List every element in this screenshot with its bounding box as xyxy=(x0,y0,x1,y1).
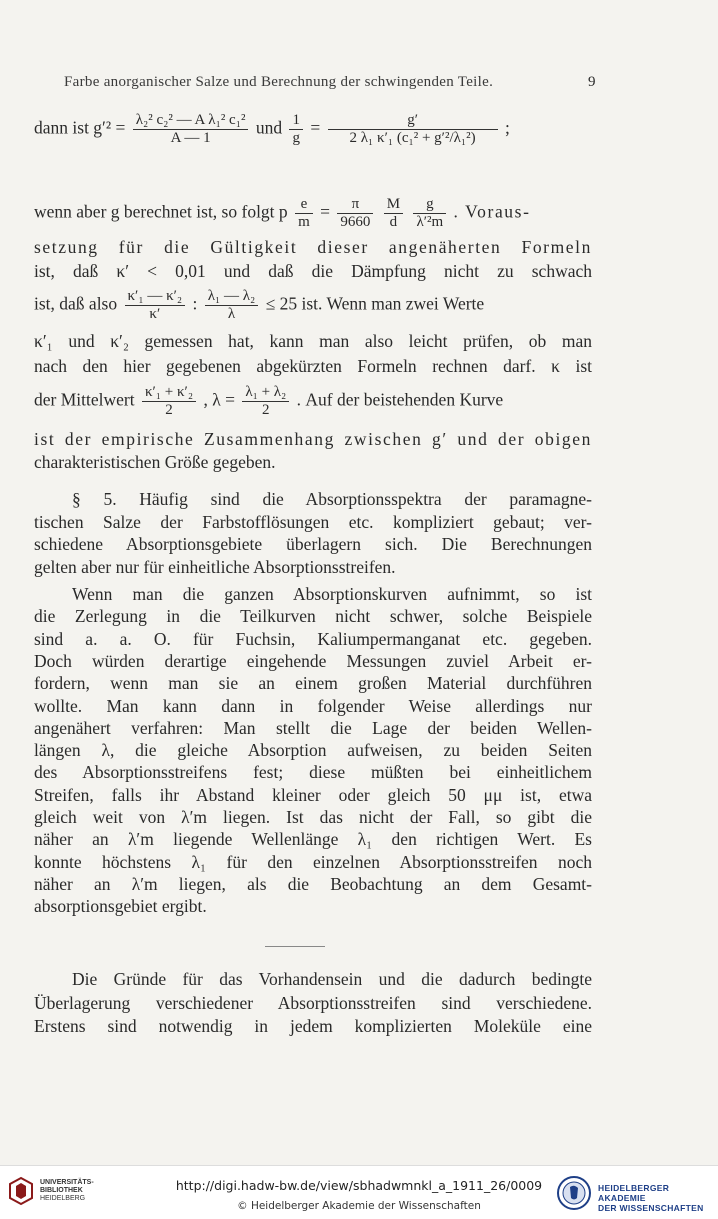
fraction: $\frac{\text{λ₁ + λ₂}}{2}$ xyxy=(242,384,289,419)
copyright-notice: © Heidelberger Akademie der Wissenschaften xyxy=(237,1200,481,1212)
fraction: $\frac{\text{λ₁ — λ₂}}{\lambda}$ xyxy=(205,288,259,323)
text-line: Streifen, falls ihr Abstand kleiner oder gleich 50 μμ ist, etwa xyxy=(34,784,592,805)
text-line: schiedene Absorptionsgebiete überlagern sich. Die Berechnungen xyxy=(34,534,592,555)
text-line: konnte höchstens λ₁ für den einzelnen Absorptionsstreifen noch xyxy=(34,851,592,872)
formula-text: = xyxy=(310,117,321,138)
text-line: längen λ, die gleiche Absorption aufweisen, zu beiden Seiten xyxy=(34,740,592,761)
fraction: $\frac{\text{κ′₁ — κ′₂}}{\kappa'}$ xyxy=(125,288,186,323)
text-line: Wenn man die ganzen Absorptionskurven aufnimmt, so ist xyxy=(72,584,592,604)
formula-text: . Voraus- xyxy=(453,201,531,222)
fraction: $\frac{\text{κ′₁ + κ′₂}}{2}$ xyxy=(142,384,196,419)
text-line: Erstens sind notwendig in jedem komplizierten Moleküle eine xyxy=(34,1016,592,1036)
text-line: näher an λ′m liegende Wellenlänge λ₁ den richtigen Wert. Es xyxy=(34,829,592,850)
source-url-link[interactable]: http://digi.hadw-bw.de/view/sbhadwmnkl_a_1911_26/0009 xyxy=(175,1178,543,1193)
text-line: ist, daß κ′ < 0,01 und daß die Dämpfung nicht zu schwach xyxy=(34,261,592,281)
text-line: gleich weit von λ′m liegen. Ist das nicht der Fall, so gibt die xyxy=(34,807,592,827)
text-line: näher an λ′m liegen, als die Beobachtung an dem Gesamt- xyxy=(34,873,592,894)
text-line: fordern, wenn man sie an einem großen Material durchführen xyxy=(34,673,592,694)
formula-text: dann ist g′² = xyxy=(34,117,126,138)
text-line: gelten aber nur für einheitliche Absorptionsstreifen. xyxy=(34,557,396,578)
formula-text: wenn aber g berechnet ist, so folgt p xyxy=(34,201,288,222)
text-line: Doch würden derartige eingehende Messungen zuviel Arbeit er- xyxy=(34,650,592,671)
fraction: $\frac{\pi}{9660}$ xyxy=(337,196,373,231)
academy-name: HEIDELBERGER AKADEMIE DER WISSENSCHAFTEN xyxy=(598,1183,704,1213)
section-divider xyxy=(265,946,325,947)
text-line: nach den hier gegebenen abgekürzten Formeln rechnen darf. κ ist xyxy=(34,356,592,376)
text-line: Die Gründe für das Vorhandensein und die dadurch bedingte xyxy=(72,969,592,989)
formula-line-4: der Mittelwert $\frac{\text{κ′₁ + κ′₂}}{2}$ , λ = $\frac{\text{λ₁ + λ₂}}{2}$ . Auf der beistehenden Kurve xyxy=(34,384,504,418)
footer-bar xyxy=(0,1165,718,1219)
text-line: κ′₁ und κ′₂ gemessen hat, kann man also leicht prüfen, ob man xyxy=(34,331,592,351)
formula-line-2 xyxy=(34,196,592,231)
text-line: ist der empirische Zusammenhang zwischen g′ und der obigen xyxy=(34,429,592,449)
university-library-name: UNIVERSITÄTS- BIBLIOTHEK HEIDELBERG xyxy=(40,1179,94,1202)
text-line: § 5. Häufig sind die Absorptionsspektra der paramagne- xyxy=(72,489,592,509)
fraction: $\frac{M}{d}$ xyxy=(384,196,403,231)
page-number: 9 xyxy=(588,74,596,90)
text-line: sind a. a. O. für Fuchsin, Kaliumpermanganat etc. gegeben. xyxy=(34,628,592,649)
formula-text: = xyxy=(320,201,330,222)
fraction: $\frac{e}{m}$ xyxy=(295,196,313,231)
fraction: $\frac{\text{λ₂² c₂² — A λ₁² c₁²}}{A — 1}$ xyxy=(133,112,249,147)
fraction: $\frac{g}{\text{λ′²m}}$ xyxy=(413,196,446,231)
running-title: Farbe anorganischer Salze und Berechnung der schwingenden Teile. xyxy=(64,74,494,90)
text-line: absorptionsgebiet ergibt. xyxy=(34,896,207,917)
text-line: Überlagerung verschiedener Absorptionsstreifen sind verschiedene. xyxy=(34,992,592,1013)
text-line: des Absorptionsstreifens fest; diese müßten bei einheitlichem xyxy=(34,762,592,783)
fraction: $\frac{g'}{\text{2 λ₁ κ′₁ (c₁² + g′²/λ₁²)}}$ xyxy=(328,112,498,147)
fraction: $\frac{1}{g}$ xyxy=(289,112,303,147)
text-line: charakteristischen Größe gegeben. xyxy=(34,452,276,472)
text-line: angenähert verfahren: Man stellt die Lage der beiden Wellen- xyxy=(34,717,592,738)
formula-text: und xyxy=(255,117,283,138)
academy-seal-icon xyxy=(556,1174,592,1212)
formula-line-1 xyxy=(34,112,592,147)
text-line: tischen Salze der Farbstofflösungen etc. kompliziert gebaut; ver- xyxy=(34,511,592,532)
text-line: die Zerlegung in die Teilkurven nicht schwer, solche Beispiele xyxy=(34,606,592,627)
formula-text: ; xyxy=(504,117,510,138)
text-line: setzung für die Gültigkeit dieser angenäherten Formeln xyxy=(34,237,592,257)
formula-line-3: ist, daß also $\frac{\text{κ′₁ — κ′₂}}{\kappa'}$ : $\frac{\text{λ₁ — λ₂}}{\lambda}$ ≤ 25 ist. Wenn man zwei Werte xyxy=(34,288,485,322)
text-line: wollte. Man kann dann in folgender Weise allerdings nur xyxy=(34,695,592,716)
